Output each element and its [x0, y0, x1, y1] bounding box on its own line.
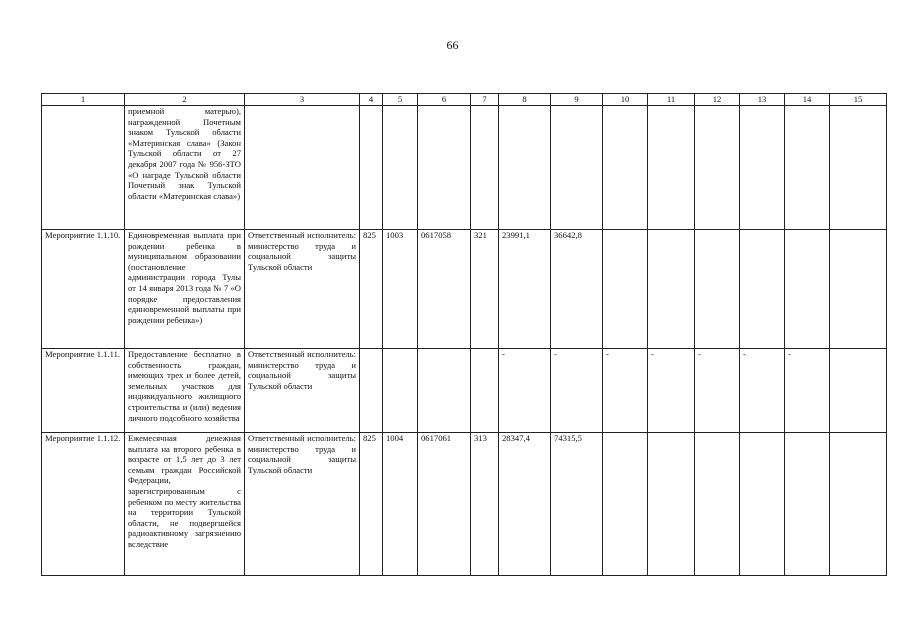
column-header: 6 — [418, 94, 471, 106]
amount-cell: 28347,4 — [499, 433, 551, 576]
amount-cell — [740, 106, 785, 230]
amount-cell — [740, 230, 785, 349]
amount-cell: 36642,8 — [551, 230, 603, 349]
amount-cell — [695, 433, 740, 576]
code-cell: 1004 — [383, 433, 418, 576]
amount-cell: - — [551, 349, 603, 433]
table-row — [42, 349, 887, 433]
executor-cell: Ответственный исполнитель: министерство труда и социальной защиты Тульской области — [245, 433, 360, 576]
column-header: 10 — [603, 94, 648, 106]
column-header: 2 — [125, 94, 245, 106]
column-header: 15 — [830, 94, 887, 106]
code-cell: 1003 — [383, 230, 418, 349]
code-cell — [471, 106, 499, 230]
amount-cell: - — [785, 349, 830, 433]
amount-cell — [603, 106, 648, 230]
measure-id — [42, 106, 125, 230]
amount-cell — [785, 106, 830, 230]
amount-cell — [785, 230, 830, 349]
measure-id: Мероприятие 1.1.11. — [42, 349, 125, 433]
amount-cell: - — [603, 349, 648, 433]
amount-cell: - — [695, 349, 740, 433]
amount-cell — [695, 106, 740, 230]
table-row — [42, 230, 887, 349]
column-header: 11 — [648, 94, 695, 106]
measure-description: Единовременная выплата при рождении ребенка в муниципальном образовании (постановление администрации города Тулы от 14 января 2013 года № 7 «О порядке предоставления единовременной выплаты при рождении ребенка») — [125, 230, 245, 349]
amount-cell — [499, 106, 551, 230]
column-header: 5 — [383, 94, 418, 106]
code-cell: 825 — [360, 230, 383, 349]
column-header: 3 — [245, 94, 360, 106]
column-header: 14 — [785, 94, 830, 106]
measure-description: Предоставление бесплатно в собственность граждан, имеющих трех и более детей, земельных участков для индивидуального жилищного строительства и (или) ведения личного подсобного хозяйства — [125, 349, 245, 433]
column-header: 9 — [551, 94, 603, 106]
code-cell: 0617058 — [418, 230, 471, 349]
amount-cell — [648, 230, 695, 349]
code-cell — [383, 349, 418, 433]
amount-cell: - — [499, 349, 551, 433]
code-cell — [360, 106, 383, 230]
table-row — [42, 106, 887, 230]
measure-description: приемной матерью), награжденной Почетным знаком Тульской области «Материнская слава» (Закон Тульской области от 27 декабря 2007 года № 956-ЗТО «О награде Тульской области Почетный знак Тульской области «Материнская слава») — [125, 106, 245, 230]
amount-cell: 74315,5 — [551, 433, 603, 576]
executor-cell: Ответственный исполнитель: министерство труда и социальной защиты Тульской области — [245, 349, 360, 433]
code-cell — [360, 349, 383, 433]
amount-cell — [551, 106, 603, 230]
amount-cell — [830, 106, 887, 230]
page-number: 66 — [446, 38, 459, 52]
column-header: 8 — [499, 94, 551, 106]
amount-cell — [830, 349, 887, 433]
code-cell — [418, 106, 471, 230]
amount-cell — [740, 433, 785, 576]
amount-cell — [785, 433, 830, 576]
column-header: 4 — [360, 94, 383, 106]
amount-cell — [830, 433, 887, 576]
amount-cell — [603, 230, 648, 349]
executor-cell — [245, 106, 360, 230]
amount-cell — [648, 106, 695, 230]
measure-description: Ежемесячная денежная выплата на второго ребенка в возрасте от 1,5 лет до 3 лет семьям граждан Российской Федерации, зарегистрированным с ребенком по месту жительства на территории Тульской области, не подвергшейся радиоактивному загрязнению вследствие — [125, 433, 245, 576]
amount-cell: - — [648, 349, 695, 433]
table-row — [42, 433, 887, 576]
amount-cell: 23991,1 — [499, 230, 551, 349]
amount-cell — [695, 230, 740, 349]
code-cell: 321 — [471, 230, 499, 349]
column-number-row — [42, 94, 887, 106]
program-table — [41, 93, 887, 576]
code-cell — [383, 106, 418, 230]
amount-cell — [648, 433, 695, 576]
executor-cell: Ответственный исполнитель: министерство труда и социальной защиты Тульской области — [245, 230, 360, 349]
code-cell: 313 — [471, 433, 499, 576]
code-cell: 0617061 — [418, 433, 471, 576]
amount-cell — [830, 230, 887, 349]
column-header: 12 — [695, 94, 740, 106]
code-cell: 825 — [360, 433, 383, 576]
amount-cell: - — [740, 349, 785, 433]
column-header: 13 — [740, 94, 785, 106]
code-cell — [471, 349, 499, 433]
column-header: 1 — [42, 94, 125, 106]
column-header: 7 — [471, 94, 499, 106]
measure-id: Мероприятие 1.1.10. — [42, 230, 125, 349]
measure-id: Мероприятие 1.1.12. — [42, 433, 125, 576]
amount-cell — [603, 433, 648, 576]
code-cell — [418, 349, 471, 433]
